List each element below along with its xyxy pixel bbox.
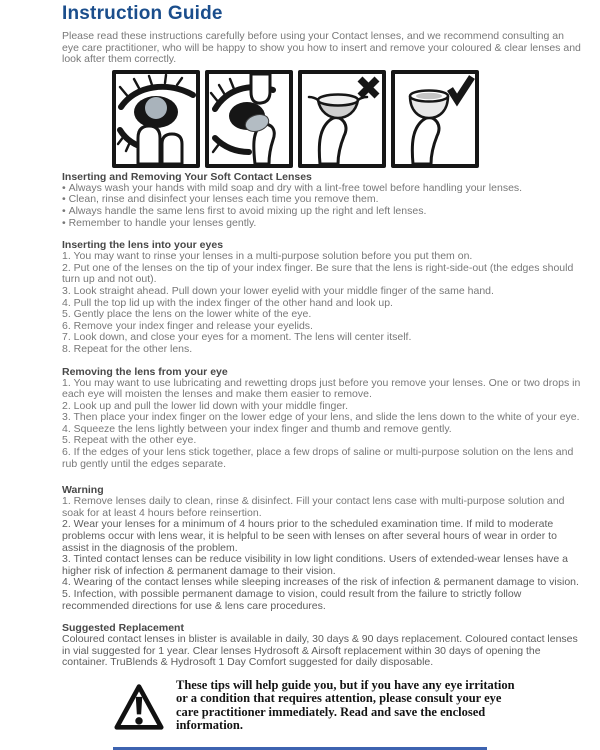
list-item: 5. Infection, with possible permanent damage to vision, could result from the failure to strictly follow recommended directions for use & lens care procedures. [62, 588, 522, 612]
list-item: 2. Put one of the lenses on the tip of your index finger. Be sure that the lens is right-side-out (the edges should turn up and not out). [62, 261, 574, 286]
list-item: 3. Tinted contact lenses can be reduce visibility in low light conditions. Users of extended-wear lenses have a higher risk of infection & permanent damage to their vision. [62, 553, 569, 577]
list-item: 4. Pull the top lid up with the index finger of the other hand and look up. [62, 296, 393, 309]
list-item: 1. You may want to rinse your lenses in a multi-purpose solution before you put them on. [62, 250, 473, 263]
checkmark-icon [450, 77, 472, 100]
finger [162, 134, 182, 164]
list-item: 1. Remove lenses daily to clean, rinse & disinfect. Fill your contact lens case with multi-purpose solution and soak for at least 4 hours before reinsertion. [62, 495, 565, 519]
list-item: 5. Repeat with the other eye. [62, 434, 197, 447]
section-heading: Warning [62, 484, 104, 497]
illustration-lens-inside-out [298, 70, 386, 168]
replacement-paragraph: Coloured contact lenses in blister is available in daily, 30 days & 90 days replacement. Coloured contact lenses in vial suggested for 1 year. Clear lenses Hydrosoft & Airsoft replacement within 30 days of opening the container. TruBlends & Hydrosoft 1 Day Comfort suggested for daily disposable. [62, 633, 578, 669]
section-inserting [62, 239, 582, 355]
section-heading: Suggested Replacement [62, 622, 184, 635]
finger-top [251, 74, 270, 103]
list-item: 4. Squeeze the lens lightly between your index finger and thumb and remove gently. [62, 422, 452, 435]
page-title: Instruction Guide [62, 3, 223, 24]
illustration-lens-touching-eye [205, 70, 293, 168]
section-heading: Removing the lens from your eye [62, 365, 228, 378]
section-replacement [62, 622, 582, 669]
cross-icon [360, 79, 377, 96]
lens-inner-shade [416, 93, 442, 99]
list-item: 8. Repeat for the other lens. [62, 342, 193, 355]
contact-lens-on-eye [145, 97, 167, 119]
lens-rim [318, 94, 358, 105]
list-item: • Always wash your hands with mild soap and dry with a lint-free towel before handling your lenses. [62, 183, 582, 195]
section-handling [62, 171, 582, 229]
list-item: 7. Look down, and close your eyes for a moment. The lens will center itself. [62, 331, 412, 344]
list-item: 4. Wearing of the contact lenses while sleeping increases of the risk of infection & permanent damage to vision. [62, 576, 579, 589]
list-item: 3. Look straight ahead. Pull down your lower eyelid with your middle finger of the same hand. [62, 284, 494, 297]
list-item: 5. Gently place the lens on the lower white of the eye. [62, 308, 312, 321]
fingertip [412, 117, 439, 164]
list-item: 6. If the edges of your lens stick together, place a few drops of saline or multi-purpose solution on the lens and rub gently until the edges separate. [62, 446, 574, 470]
list-item: 6. Remove your index finger and release your eyelids. [62, 319, 313, 332]
footer-warning-text: These tips will help guide you, but if you have any eye irritation or a condition that requires attention, please consult your eye care practitioner immediately. Read and save the enclosed information. [176, 677, 515, 733]
fingertip [319, 117, 346, 164]
footer-warning [114, 679, 582, 733]
eye-held-open-drawing [116, 74, 196, 164]
lens-inside-out-drawing [302, 74, 382, 164]
list-item: • Clean, rinse and disinfect your lenses each time you remove them. [62, 194, 582, 206]
section-warning [62, 484, 582, 612]
list-item: • Always handle the same lens first to avoid mixing up the right and left lenses. [62, 206, 582, 218]
list-item: • Remember to handle your lenses gently. [62, 218, 582, 230]
warning-triangle-icon [114, 681, 164, 733]
lens-illustration-row [112, 70, 582, 168]
lens-touching-eye-drawing [209, 74, 289, 164]
list-item: 2. Wear your lenses for a minimum of 4 hours prior to the scheduled examination time. If mild to moderate problems occur with lens wear, it is helpful to be seen with lenses on after several hours of wear in order to assist in the diagnosis of the problem. [62, 518, 557, 554]
lens-correct-drawing [395, 74, 475, 164]
section-removing [62, 366, 582, 471]
list-item: 1. You may want to use lubricating and rewetting drops just before you remove your lenses. One or two drops in each eye will moisten the lenses and make them easier to remove. [62, 376, 581, 401]
list-item: 3. Then place your index finger on the lower edge of your lens, and slide the lens down to the white of your eye. [62, 411, 580, 424]
illustration-lens-correct [391, 70, 479, 168]
list-item: 2. Look up and pull the lower lid down with your middle finger. [62, 399, 349, 412]
intro-paragraph: Please read these instructions carefully before using your Contact lenses, and we recommend consulting an eye care practitioner, who will be happy to show you how to insert and remove your coloured & clear lenses and look after them correctly. [62, 30, 581, 66]
section-heading: Inserting the lens into your eyes [62, 239, 224, 252]
finger [138, 126, 160, 164]
section-heading: Inserting and Removing Your Soft Contact Lenses [62, 170, 312, 183]
illustration-eye-held-open [112, 70, 200, 168]
